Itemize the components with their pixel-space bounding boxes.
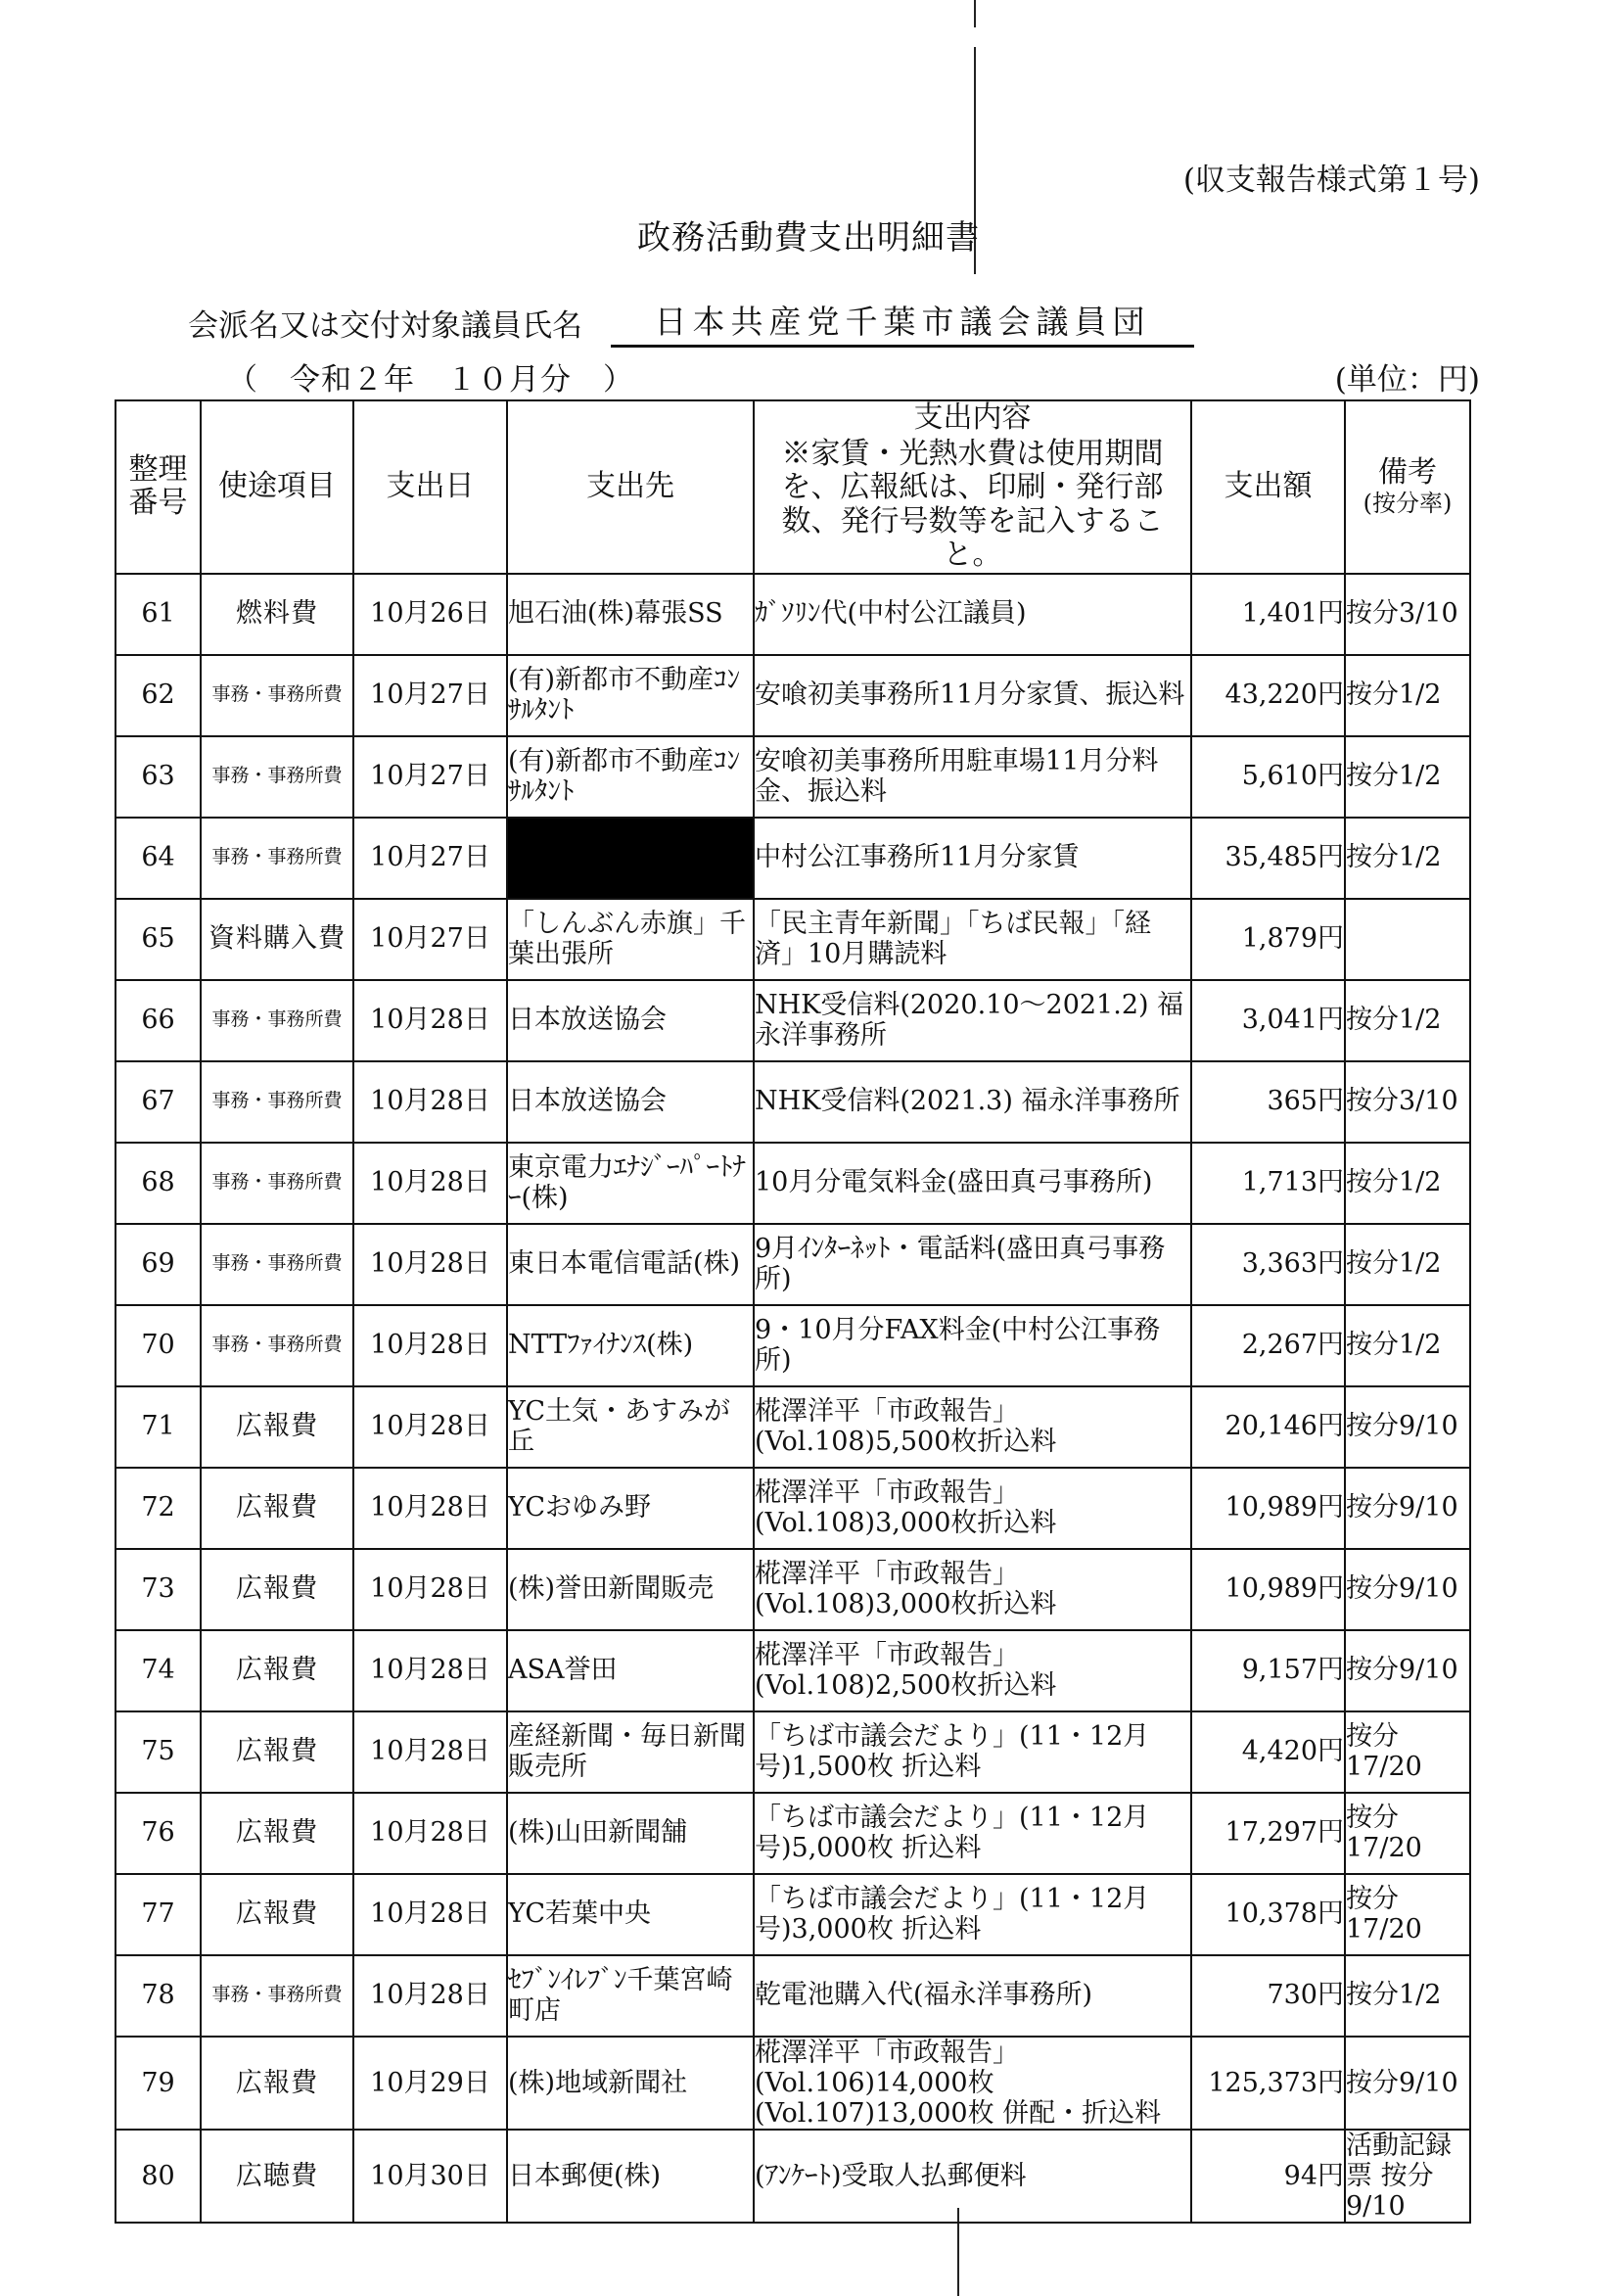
row-date: 10月30日 <box>353 2130 507 2223</box>
row-category: 広報費 <box>201 1793 353 1874</box>
table-row <box>116 818 1470 899</box>
table-row <box>116 1955 1470 2037</box>
table-header <box>116 400 1470 574</box>
row-date: 10月28日 <box>353 1874 507 1955</box>
row-category: 事務・事務所費 <box>201 655 353 736</box>
row-remark: 按分9/10 <box>1345 1386 1470 1468</box>
row-category: 事務・事務所費 <box>201 736 353 818</box>
row-number: 67 <box>116 1061 201 1143</box>
row-remark: 按分9/10 <box>1345 2037 1470 2130</box>
table-row <box>116 899 1470 980</box>
row-number: 73 <box>116 1549 201 1630</box>
row-description: 椛澤洋平「市政報告」(Vol.106)14,000枚 (Vol.107)13,000枚 併配・折込料 <box>754 2037 1191 2130</box>
row-remark: 按分17/20 <box>1345 1793 1470 1874</box>
row-amount: 5,610円 <box>1191 736 1345 818</box>
row-category: 事務・事務所費 <box>201 1305 353 1386</box>
row-payee: (株)誉田新聞販売 <box>507 1549 754 1630</box>
row-description: 椛澤洋平「市政報告」(Vol.108)2,500枚折込料 <box>754 1630 1191 1711</box>
row-payee: 日本放送協会 <box>507 1061 754 1143</box>
row-payee: 「しんぶん赤旗」千葉出張所 <box>507 899 754 980</box>
row-date: 10月28日 <box>353 1549 507 1630</box>
row-remark: 按分1/2 <box>1345 980 1470 1061</box>
row-category: 事務・事務所費 <box>201 1143 353 1224</box>
column-header-no: 整理番号 <box>116 400 201 574</box>
row-amount: 365円 <box>1191 1061 1345 1143</box>
row-amount: 9,157円 <box>1191 1630 1345 1711</box>
row-category: 資料購入費 <box>201 899 353 980</box>
row-category: 事務・事務所費 <box>201 1955 353 2037</box>
row-remark: 按分9/10 <box>1345 1549 1470 1630</box>
row-category: 広報費 <box>201 1711 353 1793</box>
row-number: 80 <box>116 2130 201 2223</box>
row-payee: 東京電力ｴﾅｼﾞｰﾊﾟｰﾄﾅｰ(株) <box>507 1143 754 1224</box>
row-category: 広報費 <box>201 1874 353 1955</box>
redaction-block <box>508 819 753 898</box>
reporting-period: （ 令和２年 １０月分 ） <box>227 362 634 398</box>
row-payee: (株)山田新聞舗 <box>507 1793 754 1874</box>
row-remark: 按分1/2 <box>1345 1143 1470 1224</box>
table-row <box>116 1468 1470 1549</box>
row-date: 10月28日 <box>353 1711 507 1793</box>
row-date: 10月27日 <box>353 655 507 736</box>
group-label: 会派名又は交付対象議員氏名 <box>188 308 582 344</box>
column-header-payee: 支出先 <box>507 400 754 574</box>
row-date: 10月28日 <box>353 1630 507 1711</box>
row-remark: 按分3/10 <box>1345 574 1470 655</box>
row-payee: 産経新聞・毎日新聞販売所 <box>507 1711 754 1793</box>
row-payee: 日本放送協会 <box>507 980 754 1061</box>
table-row <box>116 1224 1470 1305</box>
row-date: 10月27日 <box>353 899 507 980</box>
row-remark: 按分1/2 <box>1345 736 1470 818</box>
row-category: 広報費 <box>201 1386 353 1468</box>
column-header-remark-label: 備考 <box>1378 455 1437 491</box>
table-row <box>116 1386 1470 1468</box>
row-description: 椛澤洋平「市政報告」(Vol.108)3,000枚折込料 <box>754 1468 1191 1549</box>
row-date: 10月28日 <box>353 1955 507 2037</box>
row-number: 75 <box>116 1711 201 1793</box>
row-date: 10月27日 <box>353 736 507 818</box>
row-amount: 3,363円 <box>1191 1224 1345 1305</box>
row-number: 63 <box>116 736 201 818</box>
row-number: 66 <box>116 980 201 1061</box>
row-date: 10月28日 <box>353 1061 507 1143</box>
row-date: 10月28日 <box>353 980 507 1061</box>
row-category: 燃料費 <box>201 574 353 655</box>
row-remark: 按分9/10 <box>1345 1468 1470 1549</box>
row-description: 「ちば市議会だより」(11・12月号)5,000枚 折込料 <box>754 1793 1191 1874</box>
row-description: 「ちば市議会だより」(11・12月号)3,000枚 折込料 <box>754 1874 1191 1955</box>
table-row <box>116 2130 1470 2223</box>
row-remark: 按分1/2 <box>1345 818 1470 899</box>
row-description: NHK受信料(2021.3) 福永洋事務所 <box>754 1061 1191 1143</box>
row-description: 「ちば市議会だより」(11・12月号)1,500枚 折込料 <box>754 1711 1191 1793</box>
row-category: 広報費 <box>201 1468 353 1549</box>
column-header-amount: 支出額 <box>1191 400 1345 574</box>
column-header-description <box>754 400 1191 574</box>
row-amount: 17,297円 <box>1191 1793 1345 1874</box>
row-amount: 1,879円 <box>1191 899 1345 980</box>
row-description: 「民主青年新聞」「ちば民報」「経済」10月購読料 <box>754 899 1191 980</box>
row-description: 9・10月分FAX料金(中村公江事務所) <box>754 1305 1191 1386</box>
row-payee: 旭石油(株)幕張SS <box>507 574 754 655</box>
row-number: 61 <box>116 574 201 655</box>
table-row <box>116 2037 1470 2130</box>
row-amount: 2,267円 <box>1191 1305 1345 1386</box>
row-category: 広報費 <box>201 2037 353 2130</box>
row-date: 10月28日 <box>353 1143 507 1224</box>
column-header-remark-sub: (按分率) <box>1363 489 1453 517</box>
row-remark: 活動記録票 按分9/10 <box>1345 2130 1470 2223</box>
row-payee <box>507 818 754 899</box>
page-title: 政務活動費支出明細書 <box>637 218 980 258</box>
row-category: 事務・事務所費 <box>201 1224 353 1305</box>
row-remark <box>1345 899 1470 980</box>
row-payee: ASA誉田 <box>507 1630 754 1711</box>
row-amount: 125,373円 <box>1191 2037 1345 2130</box>
row-remark: 按分1/2 <box>1345 1224 1470 1305</box>
table-row <box>116 1874 1470 1955</box>
row-payee: YCおゆみ野 <box>507 1468 754 1549</box>
row-number: 77 <box>116 1874 201 1955</box>
row-description: 椛澤洋平「市政報告」(Vol.108)5,500枚折込料 <box>754 1386 1191 1468</box>
row-number: 74 <box>116 1630 201 1711</box>
row-description: 安喰初美事務所11月分家賃、振込料 <box>754 655 1191 736</box>
column-header-description-note: ※家賃・光熱水費は使用期間を、広報紙は、印刷・発行部数、発行号数等を記入すること。 <box>781 436 1164 572</box>
row-payee: (有)新都市不動産ｺﾝｻﾙﾀﾝﾄ <box>507 655 754 736</box>
row-payee: (株)地域新聞社 <box>507 2037 754 2130</box>
row-date: 10月29日 <box>353 2037 507 2130</box>
row-amount: 10,989円 <box>1191 1549 1345 1630</box>
row-amount: 43,220円 <box>1191 655 1345 736</box>
row-payee: YC若葉中央 <box>507 1874 754 1955</box>
row-number: 78 <box>116 1955 201 2037</box>
row-number: 68 <box>116 1143 201 1224</box>
row-remark: 按分1/2 <box>1345 1955 1470 2037</box>
row-remark: 按分17/20 <box>1345 1874 1470 1955</box>
row-amount: 20,146円 <box>1191 1386 1345 1468</box>
table-row <box>116 655 1470 736</box>
row-amount: 4,420円 <box>1191 1711 1345 1793</box>
row-payee: YC土気・あすみが丘 <box>507 1386 754 1468</box>
table-row <box>116 1549 1470 1630</box>
scan-line-top <box>974 0 976 27</box>
unit-label: (単位：円) <box>1334 362 1480 398</box>
row-description: 9月ｲﾝﾀｰﾈｯﾄ・電話料(盛田真弓事務所) <box>754 1224 1191 1305</box>
row-amount: 3,041円 <box>1191 980 1345 1061</box>
row-description: NHK受信料(2020.10～2021.2) 福永洋事務所 <box>754 980 1191 1061</box>
row-number: 64 <box>116 818 201 899</box>
row-amount: 10,989円 <box>1191 1468 1345 1549</box>
table-row <box>116 980 1470 1061</box>
row-number: 69 <box>116 1224 201 1305</box>
row-date: 10月28日 <box>353 1468 507 1549</box>
row-remark: 按分9/10 <box>1345 1630 1470 1711</box>
column-header-category: 使途項目 <box>201 400 353 574</box>
table-row <box>116 1305 1470 1386</box>
row-date: 10月28日 <box>353 1386 507 1468</box>
row-date: 10月28日 <box>353 1793 507 1874</box>
row-amount: 10,378円 <box>1191 1874 1345 1955</box>
row-category: 事務・事務所費 <box>201 1061 353 1143</box>
row-number: 70 <box>116 1305 201 1386</box>
table-body <box>116 574 1470 2223</box>
row-payee: (有)新都市不動産ｺﾝｻﾙﾀﾝﾄ <box>507 736 754 818</box>
row-description: 乾電池購入代(福永洋事務所) <box>754 1955 1191 2037</box>
table-row <box>116 574 1470 655</box>
column-header-description-label: 支出内容 <box>913 400 1032 435</box>
form-number: (収支報告様式第１号) <box>1182 163 1480 198</box>
row-remark: 按分17/20 <box>1345 1711 1470 1793</box>
row-date: 10月28日 <box>353 1224 507 1305</box>
row-payee: NTTﾌｧｲﾅﾝｽ(株) <box>507 1305 754 1386</box>
row-category: 広報費 <box>201 1630 353 1711</box>
row-description: 安喰初美事務所用駐車場11月分料金、振込料 <box>754 736 1191 818</box>
row-number: 79 <box>116 2037 201 2130</box>
row-amount: 730円 <box>1191 1955 1345 2037</box>
group-name: 日本共産党千葉市議会議員団 <box>611 297 1194 348</box>
row-remark: 按分1/2 <box>1345 1305 1470 1386</box>
table-row <box>116 736 1470 818</box>
row-amount: 35,485円 <box>1191 818 1345 899</box>
row-payee: 東日本電信電話(株) <box>507 1224 754 1305</box>
row-remark: 按分3/10 <box>1345 1061 1470 1143</box>
row-description: 10月分電気料金(盛田真弓事務所) <box>754 1143 1191 1224</box>
row-payee: ｾﾌﾞﾝｲﾚﾌﾞﾝ千葉宮崎町店 <box>507 1955 754 2037</box>
row-number: 76 <box>116 1793 201 1874</box>
row-date: 10月26日 <box>353 574 507 655</box>
row-date: 10月28日 <box>353 1305 507 1386</box>
row-amount: 94円 <box>1191 2130 1345 2223</box>
row-description: ｶﾞｿﾘﾝ代(中村公江議員) <box>754 574 1191 655</box>
column-header-remark <box>1345 400 1470 574</box>
row-description: 椛澤洋平「市政報告」(Vol.108)3,000枚折込料 <box>754 1549 1191 1630</box>
table-row <box>116 1143 1470 1224</box>
row-amount: 1,713円 <box>1191 1143 1345 1224</box>
row-remark: 按分1/2 <box>1345 655 1470 736</box>
row-description: 中村公江事務所11月分家賃 <box>754 818 1191 899</box>
row-amount: 1,401円 <box>1191 574 1345 655</box>
table-row <box>116 1061 1470 1143</box>
column-header-date: 支出日 <box>353 400 507 574</box>
table-row <box>116 1630 1470 1711</box>
expense-table <box>115 399 1471 2224</box>
row-number: 71 <box>116 1386 201 1468</box>
table-row <box>116 1711 1470 1793</box>
table-row <box>116 1793 1470 1874</box>
row-description: (ｱﾝｹｰﾄ)受取人払郵便料 <box>754 2130 1191 2223</box>
row-number: 62 <box>116 655 201 736</box>
row-category: 事務・事務所費 <box>201 980 353 1061</box>
row-date: 10月27日 <box>353 818 507 899</box>
row-payee: 日本郵便(株) <box>507 2130 754 2223</box>
row-category: 広聴費 <box>201 2130 353 2223</box>
row-category: 広報費 <box>201 1549 353 1630</box>
row-number: 65 <box>116 899 201 980</box>
row-category: 事務・事務所費 <box>201 818 353 899</box>
row-number: 72 <box>116 1468 201 1549</box>
